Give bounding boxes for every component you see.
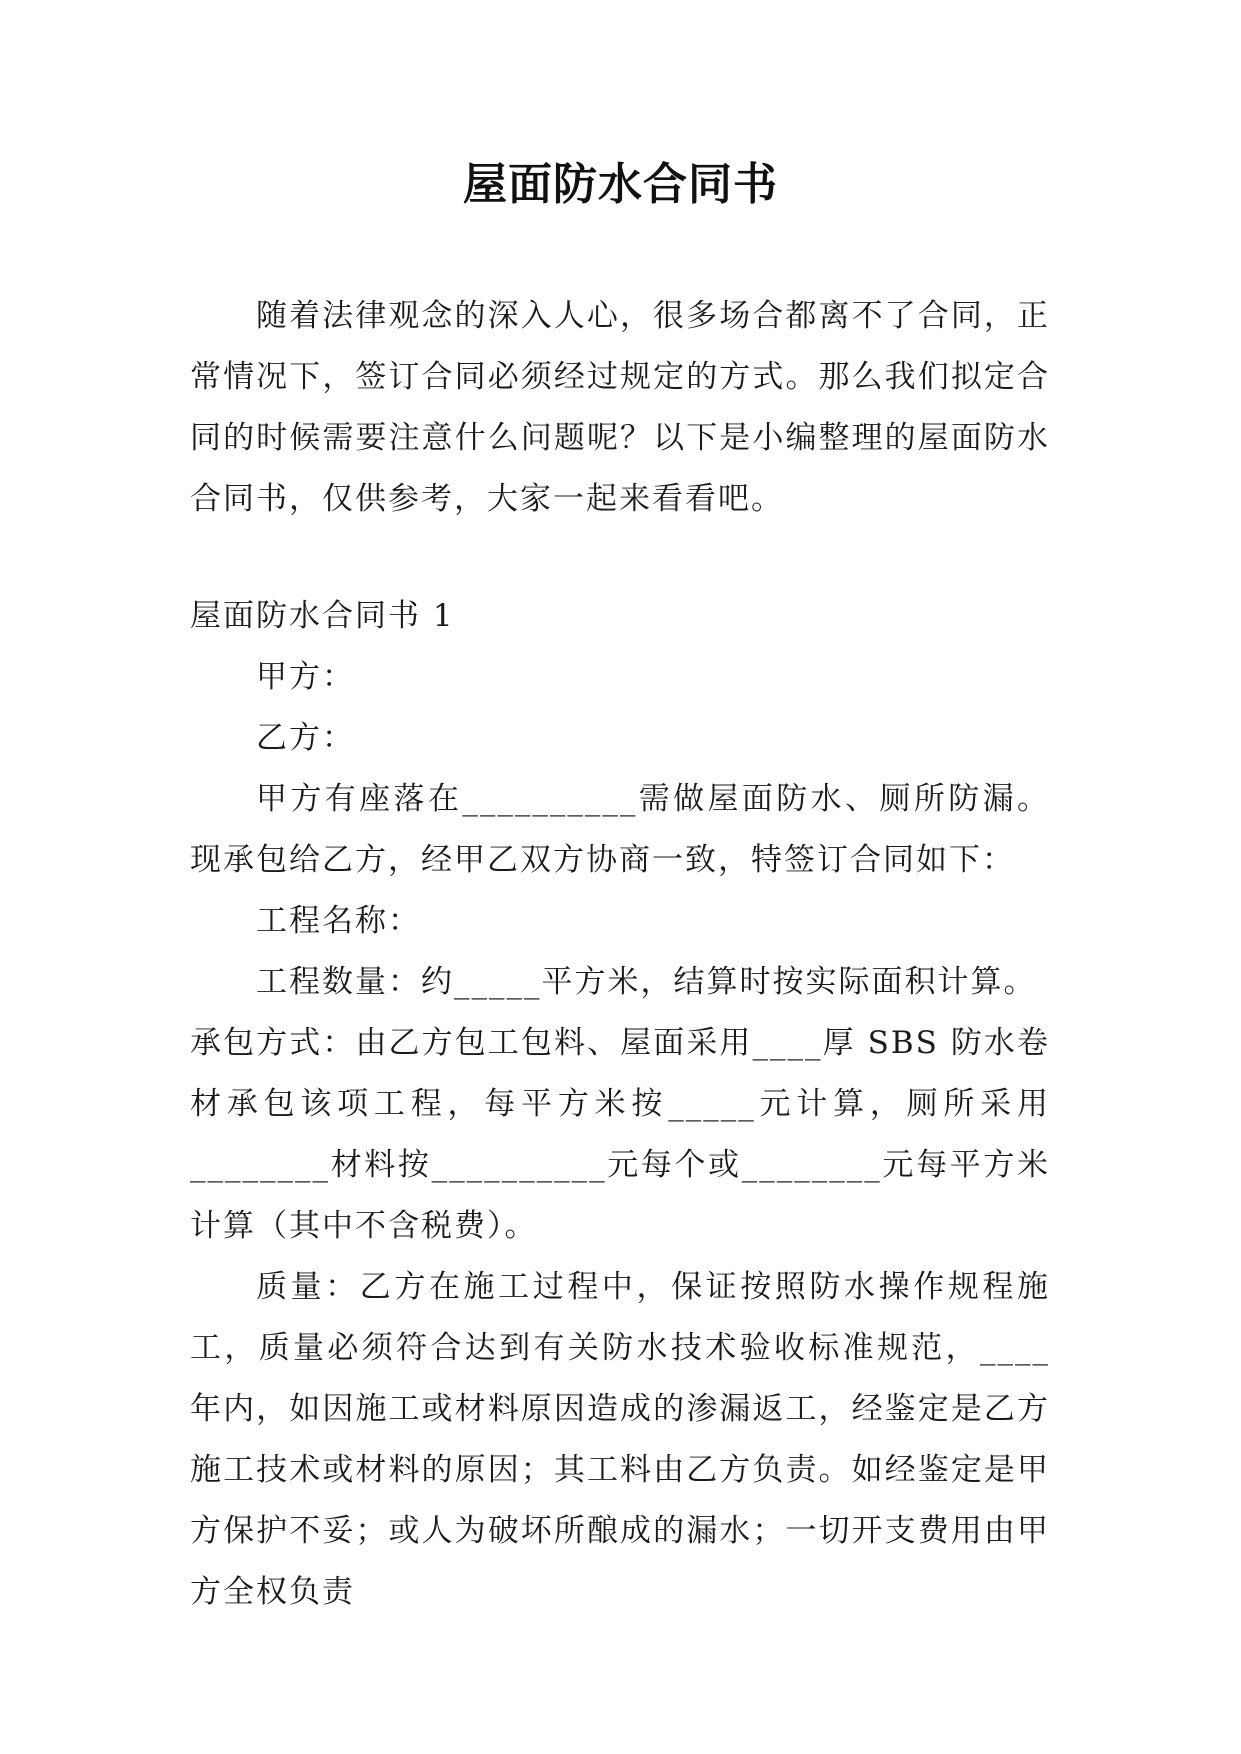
project-quantity-line: 工程数量：约_____平方米，结算时按实际面积计算。 [256,964,1037,1000]
party-a-line: 甲方： [256,659,355,695]
location-paragraph: 甲方有座落在__________需做屋面防水、厕所防漏。现承包给乙方，经甲乙双方协商一致，特签订合同如下： [190,781,1050,878]
contract-method-paragraph: 承包方式：由乙方包工包料、屋面采用____厚 SBS 防水卷材承包该项工程，每平方米按_____元计算，厕所采用________材料按__________元每个或________元每平方米计算（其中不含税费）。 [190,1025,1050,1244]
party-b-line: 乙方： [256,720,355,756]
project-name-line: 工程名称： [256,903,421,939]
quality-paragraph: 质量：乙方在施工过程中，保证按照防水操作规程施工，质量必须符合达到有关防水技术验收标准规范，____年内，如因施工或材料原因造成的渗漏返工，经鉴定是乙方施工技术或材料的原因；其工料由乙方负责。如经鉴定是甲方保护不妥；或人为破坏所酿成的漏水；一切开支费用由甲方全权负责 [190,1269,1050,1610]
document-body [190,286,1050,1623]
intro-paragraph: 随着法律观念的深入人心，很多场合都离不了合同，正常情况下，签订合同必须经过规定的方式。那么我们拟定合同的时候需要注意什么问题呢？以下是小编整理的屋面防水合同书，仅供参考，大家一起来看看吧。 [190,298,1050,517]
document-title: 屋面防水合同书 [463,159,778,210]
section-heading: 屋面防水合同书 1 [190,598,455,634]
